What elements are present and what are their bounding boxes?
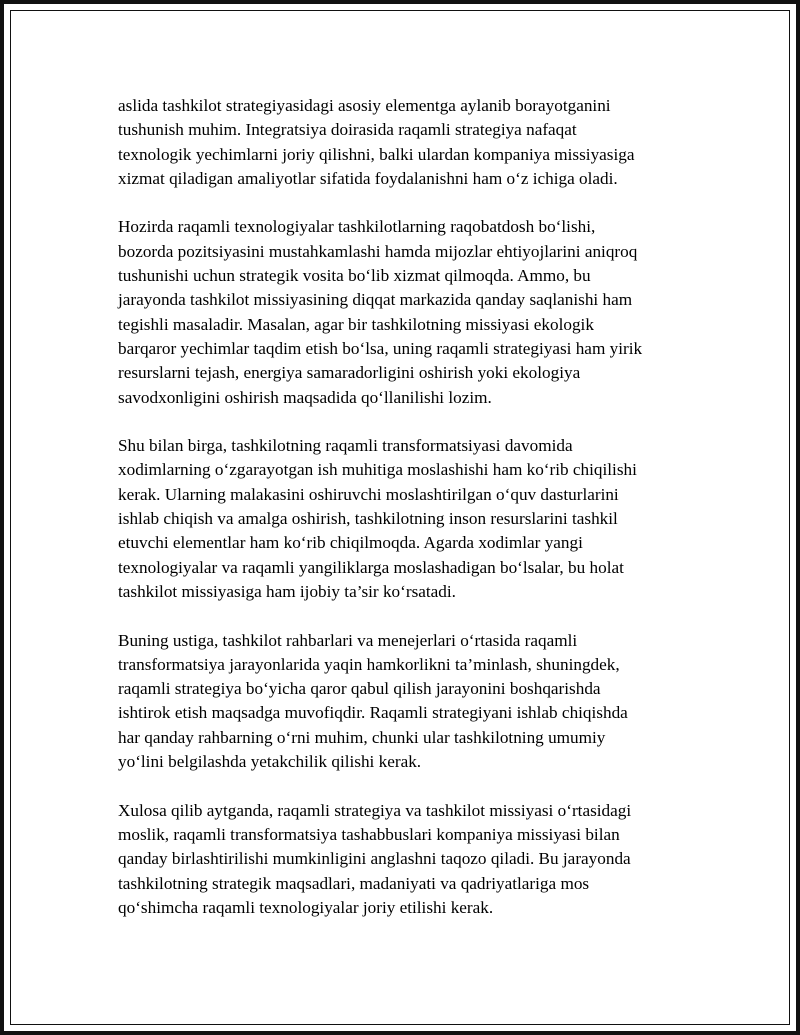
text-line: ishlab chiqish va amalga oshirish, tashkilotning inson resurslarini tashkil bbox=[118, 509, 618, 529]
text-line: raqamli strategiya bo‘yicha qaror qabul qilish jarayonini boshqarishda bbox=[118, 679, 601, 699]
text-line: tushunishi uchun strategik vosita bo‘lib xizmat qilmoqda. Ammo, bu bbox=[118, 266, 591, 286]
text-line: tushunish muhim. Integratsiya doirasida raqamli strategiya nafaqat bbox=[118, 120, 577, 140]
paragraph-2 bbox=[118, 215, 688, 409]
text-line: xodimlarning o‘zgarayotgan ish muhitiga moslashishi ham ko‘rib chiqilishi bbox=[118, 460, 637, 480]
paragraph-5 bbox=[118, 799, 688, 920]
paragraph-1 bbox=[118, 94, 688, 191]
text-line: kerak. Ularning malakasini oshiruvchi moslashtirilgan o‘quv dasturlarini bbox=[118, 484, 619, 504]
text-line: yo‘lini belgilashda yetakchilik qilishi kerak. bbox=[118, 752, 422, 772]
text-line: tashkilot missiyasiga ham ijobiy ta’sir ko‘rsatadi. bbox=[118, 581, 456, 601]
document-body bbox=[118, 94, 688, 944]
text-line: etuvchi elementlar ham ko‘rib chiqilmoqda. Agarda xodimlar yangi bbox=[118, 533, 583, 553]
text-line: resurslarni tejash, energiya samaradorligini oshirish yoki ekologiya bbox=[118, 363, 581, 383]
text-line: har qanday rahbarning o‘rni muhim, chunki ular tashkilotning umumiy bbox=[118, 727, 606, 747]
text-line: qanday birlashtirilishi mumkinligini anglashni taqozo qiladi. Bu jarayonda bbox=[118, 849, 631, 869]
paragraph-4 bbox=[118, 629, 688, 775]
text-line: savodxonligini oshirish maqsadida qo‘llanilishi lozim. bbox=[118, 387, 492, 407]
text-line: tegishli masaladir. Masalan, agar bir tashkilotning missiyasi ekologik bbox=[118, 314, 594, 334]
text-line: aslida tashkilot strategiyasidagi asosiy elementga aylanib borayotganini bbox=[118, 96, 611, 115]
text-line: jarayonda tashkilot missiyasining diqqat markazida qanday saqlanishi ham bbox=[118, 290, 633, 310]
text-line: bozorda pozitsiyasini mustahkamlashi hamda mijozlar ehtiyojlarini aniqroq bbox=[118, 241, 638, 261]
paragraph-3 bbox=[118, 434, 688, 604]
text-line: qo‘shimcha raqamli texnologiyalar joriy etilishi kerak. bbox=[118, 897, 494, 917]
text-line: Xulosa qilib aytganda, raqamli strategiya va tashkilot missiyasi o‘rtasidagi bbox=[118, 800, 632, 820]
text-line: xizmat qiladigan amaliyotlar sifatida foydalanishni ham o‘z ichiga oladi. bbox=[118, 168, 618, 188]
text-line: transformatsiya jarayonlarida yaqin hamkorlikni ta’minlash, shuningdek, bbox=[118, 654, 620, 674]
text-line: Buning ustiga, tashkilot rahbarlari va menejerlari o‘rtasida raqamli bbox=[118, 630, 578, 650]
text-line: texnologik yechimlarni joriy qilishni, balki ulardan kompaniya missiyasiga bbox=[118, 144, 635, 164]
text-line: moslik, raqamli transformatsiya tashabbuslari kompaniya missiyasi bilan bbox=[118, 824, 620, 844]
text-line: barqaror yechimlar taqdim etish bo‘lsa, uning raqamli strategiyasi ham yirik bbox=[118, 338, 643, 358]
text-line: texnologiyalar va raqamli yangiliklarga moslashadigan bo‘lsalar, bu holat bbox=[118, 557, 624, 577]
text-line: Shu bilan birga, tashkilotning raqamli transformatsiyasi davomida bbox=[118, 436, 573, 456]
text-line: ishtirok etish maqsadga muvofiqdir. Raqamli strategiyani ishlab chiqishda bbox=[118, 703, 628, 723]
text-line: tashkilotning strategik maqsadlari, madaniyati va qadriyatlariga mos bbox=[118, 873, 590, 893]
text-line: Hozirda raqamli texnologiyalar tashkilotlarning raqobatdosh bo‘lishi, bbox=[118, 217, 596, 237]
